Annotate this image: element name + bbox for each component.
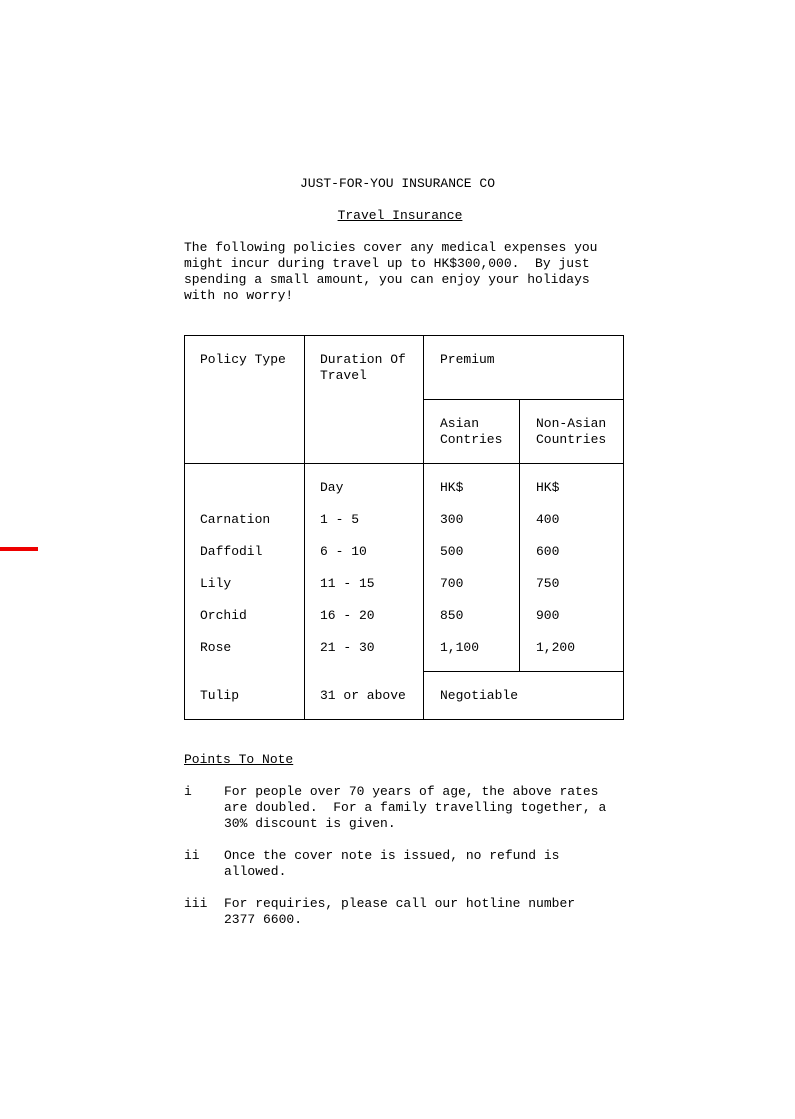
column-divider: [423, 335, 424, 720]
intro-paragraph: The following policies cover any medical expenses you might incur during travel up to HK$300,000. By just spending a small amount, you can enjoy your holidays with no worry!: [184, 240, 598, 303]
company-name: JUST-FOR-YOU INSURANCE CO: [299, 176, 496, 191]
header-non-asian: Non-Asian Countries: [536, 416, 607, 447]
document-title: Travel Insurance: [337, 208, 463, 223]
asian-premium: 500: [440, 544, 464, 559]
duration-value: 6 - 10: [320, 544, 367, 559]
table-border-top: [184, 335, 624, 336]
asian-premium: 300: [440, 512, 464, 527]
header-premium: Premium: [440, 352, 495, 367]
table-border-right: [623, 335, 624, 720]
note-text: For people over 70 years of age, the above rates are doubled. For a family travelling together, a 30% discount is given.: [224, 784, 607, 831]
asian-premium: 850: [440, 608, 464, 623]
duration-value: 16 - 20: [320, 608, 375, 623]
duration-value: 21 - 30: [320, 640, 375, 655]
note-number: ii: [184, 848, 200, 863]
premium-header-divider: [423, 399, 624, 400]
negotiable-divider: [423, 671, 624, 672]
note-number: iii: [184, 896, 208, 911]
table-border-left: [184, 335, 185, 720]
unit-asian: HK$: [440, 480, 464, 495]
policy-name: Carnation: [200, 512, 271, 527]
note-text: Once the cover note is issued, no refund is allowed.: [224, 848, 560, 879]
policy-name: Orchid: [200, 608, 247, 623]
header-divider: [184, 463, 624, 464]
policy-name: Daffodil: [200, 544, 263, 559]
duration-value: 1 - 5: [320, 512, 360, 527]
red-margin-mark: [0, 547, 38, 551]
non-asian-premium: 900: [536, 608, 560, 623]
note-number: i: [184, 784, 192, 799]
non-asian-premium: 600: [536, 544, 560, 559]
premium-table: [184, 335, 624, 720]
column-divider: [304, 335, 305, 720]
policy-name: Rose: [200, 640, 232, 655]
header-duration: Duration Of Travel: [320, 352, 406, 383]
non-asian-premium: 1,200: [536, 640, 576, 655]
non-asian-premium: 400: [536, 512, 560, 527]
asian-premium: 1,100: [440, 640, 480, 655]
policy-name: Lily: [200, 576, 232, 591]
header-policy-type: Policy Type: [200, 352, 286, 367]
unit-non-asian: HK$: [536, 480, 560, 495]
column-divider: [519, 399, 520, 671]
policy-name: Tulip: [200, 688, 240, 703]
duration-value: 11 - 15: [320, 576, 375, 591]
negotiable-premium: Negotiable: [440, 688, 519, 703]
note-text: For requiries, please call our hotline number 2377 6600.: [224, 896, 576, 927]
notes-title: Points To Note: [184, 752, 294, 767]
table-border-bottom: [184, 719, 624, 720]
duration-value: 31 or above: [320, 688, 406, 703]
asian-premium: 700: [440, 576, 464, 591]
unit-duration: Day: [320, 480, 344, 495]
header-asian: Asian Contries: [440, 416, 503, 447]
non-asian-premium: 750: [536, 576, 560, 591]
